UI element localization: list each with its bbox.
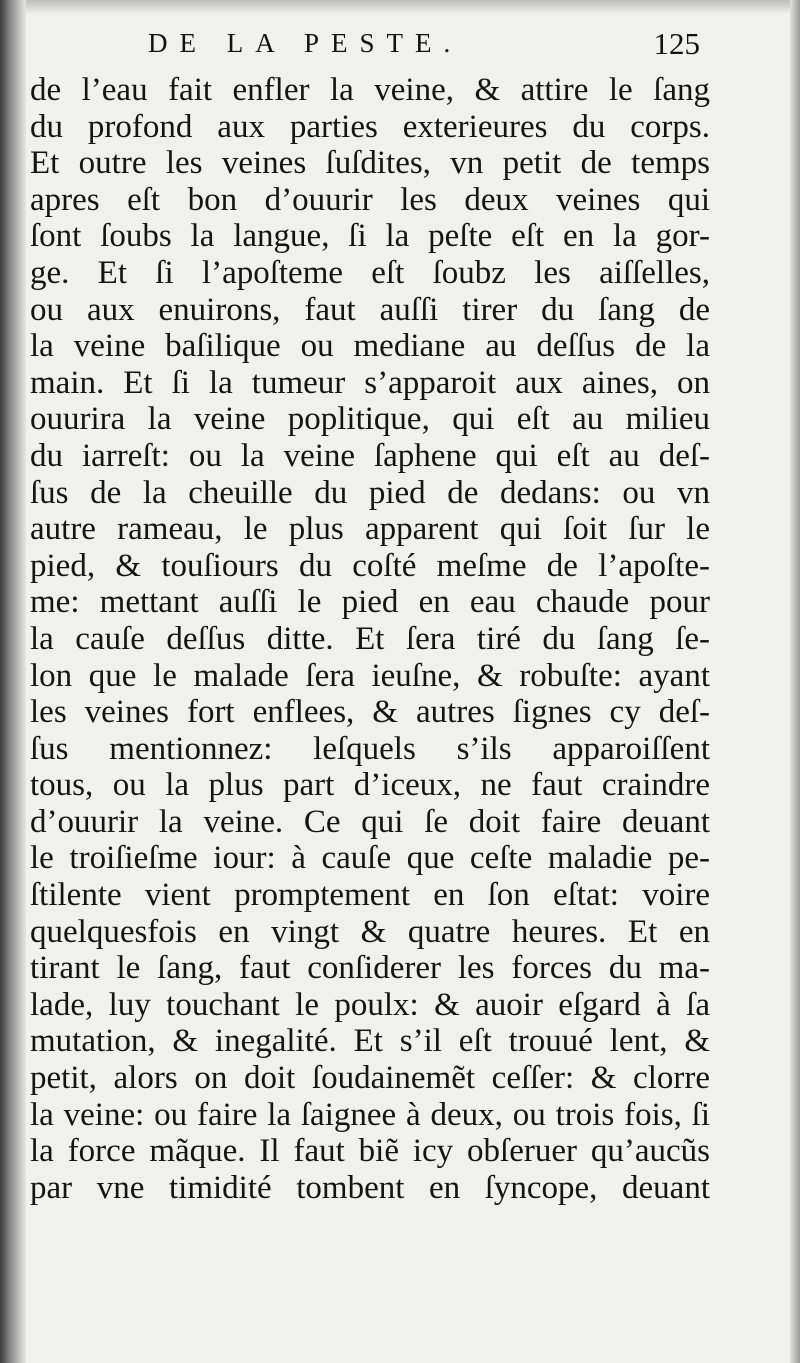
text-line: la cauſe deſſus ditte. Et ſera tiré du ſang ſe-: [30, 620, 710, 657]
text-line: tirant le ſang, faut conſiderer les forces du ma-: [30, 950, 710, 987]
text-line: pied, & touſiours du coſté meſme de l’apoſte-: [30, 547, 710, 584]
text-line: me: mettant auſſi le pied en eau chaude pour: [30, 584, 710, 621]
text-line: la force mãque. Il faut biẽ icy obſeruer qu’aucũs: [30, 1133, 710, 1170]
text-line: mutation, & inegalité. Et s’il eſt trouué lent, &: [30, 1023, 710, 1060]
text-line: apres eſt bon d’ouurir les deux veines qui: [30, 181, 710, 218]
text-line: d’ouurir la veine. Ce qui ſe doit faire deuant: [30, 803, 710, 840]
text-line: la veine: ou faire la ſaignee à deux, ou trois fois, ſi: [30, 1096, 710, 1133]
text-line: ouurira la veine poplitique, qui eſt au milieu: [30, 401, 710, 438]
text-line: du profond aux parties exterieures du corps.: [30, 108, 710, 145]
text-line: de l’eau fait enfler la veine, & attire le ſang: [30, 72, 710, 108]
page-gutter-shadow: [0, 0, 26, 1363]
page-right-edge: [790, 0, 800, 1363]
text-line: ge. Et ſi l’apoſteme eſt ſoubz les aiſſelles,: [30, 254, 710, 291]
body-text: [30, 72, 710, 1206]
text-line: petit, alors on doit ſoudainemẽt ceſſer: & clorre: [30, 1060, 710, 1097]
text-line: ou aux enuirons, faut auſſi tirer du ſang de: [30, 291, 710, 328]
text-line: ſtilente vient promptement en ſon eſtat: voire: [30, 877, 710, 914]
text-line: du iarreſt: ou la veine ſaphene qui eſt au deſ-: [30, 437, 710, 474]
text-line: par vne timidité tombent en ſyncope, deuant: [30, 1169, 710, 1206]
text-line: Et outre les veines ſuſdites, vn petit de temps: [30, 145, 710, 182]
text-line: main. Et ſi la tumeur s’apparoit aux aines, on: [30, 364, 710, 401]
text-line: lade, luy touchant le poulx: & auoir eſgard à ſa: [30, 986, 710, 1023]
text-line: les veines fort enflees, & autres ſignes cy deſ-: [30, 694, 710, 731]
text-line: autre rameau, le plus apparent qui ſoit ſur le: [30, 511, 710, 548]
text-line: ſont ſoubs la langue, ſi la peſte eſt en la gor-: [30, 218, 710, 255]
text-line: lon que le malade ſera ieuſne, & robuſte: ayant: [30, 657, 710, 694]
text-line: ſus de la cheuille du pied de dedans: ou vn: [30, 474, 710, 511]
page-header: [0, 24, 800, 72]
page-number: 125: [653, 26, 700, 61]
text-line: quelquesfois en vingt & quatre heures. Et en: [30, 913, 710, 950]
text-line: la veine baſilique ou mediane au deſſus de la: [30, 328, 710, 365]
page-top-edge: [0, 0, 800, 14]
text-line: tous, ou la plus part d’iceux, ne faut craindre: [30, 767, 710, 804]
running-head: DE LA PESTE.: [148, 28, 463, 58]
text-line: le troiſieſme iour: à cauſe que ceſte maladie pe-: [30, 840, 710, 877]
text-line: ſus mentionnez: leſquels s’ils apparoiſſent: [30, 730, 710, 767]
